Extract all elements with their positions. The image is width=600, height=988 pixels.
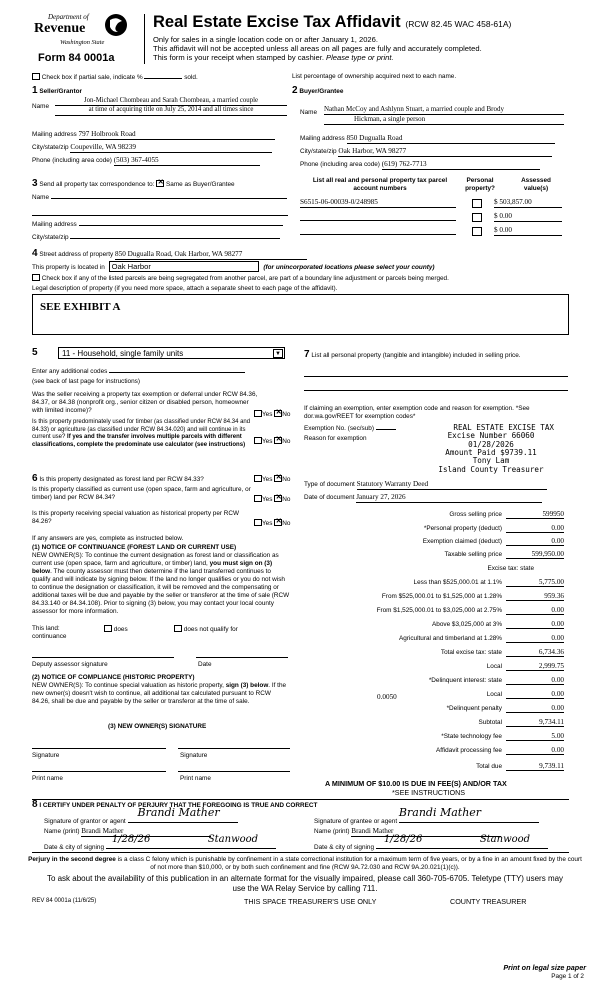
forest-yes-checkbox[interactable] [254,475,262,482]
deputy-signature-field[interactable] [32,657,174,658]
personal-property-checkbox[interactable] [472,213,482,222]
calc-value[interactable]: 9,734.11 [506,718,564,727]
new-owner-print-2[interactable] [178,771,290,772]
section3-mailing-field[interactable] [79,225,283,226]
does-not-option: does not qualify for [174,625,238,634]
buyer-phone-row: Phone (including area code) (619) 762-7713 [300,160,540,170]
parcels-col3-header: Assessed value(s) [521,177,551,192]
calc-label: *Delinquent penalty [446,705,502,712]
calc-value[interactable]: 0.00 [506,620,564,629]
section3-mailing-row: Mailing address [32,221,283,229]
calc-value[interactable]: 9,739.11 [506,762,564,771]
stamp-line5: Tony Lam [472,456,510,466]
historic-no-checkbox[interactable] [274,519,282,526]
calc-label: *State technology fee [441,733,502,740]
calc-label: Taxable selling price [444,551,502,558]
notice1-text: NEW OWNER(S): To continue the current designation as forest land or classification as current use (open space, farm and agriculture, or timber) land, you must sign on (3) below. The county assessor must then determine if the land transferred continues to qualify and will indicate by signing below. If the land no longer qualifies or you do not wish to continue the designation or classification, it will be removed and the compensating or additional taxes will be due and payable by the seller or transferor at the time of sale (RCW 84.33.140 or 84.34.108). Prior to signing (3) below, you may contact your local county assessor for more information. [32,552,290,615]
calc-value[interactable]: 0.00 [506,746,564,755]
header-divider [144,14,145,64]
continuance-label: continuance [32,633,67,640]
buyer-name-line2: Hickman, a single person [324,115,564,125]
grantor-signature-row: Signature of grantor or agent Brandi Mather [44,814,238,826]
new-owner-signature-1[interactable] [32,748,166,749]
assessed-value-field[interactable]: $ 503,857.00 [494,198,562,208]
parcel-row [300,226,570,237]
does-option: does [104,625,128,634]
additional-codes-row: Enter any additional codes [32,368,245,376]
buyer-city-field[interactable]: Oak Harbor, WA 98277 [338,147,552,157]
partial-sale-label-b: sold. [184,74,198,81]
parcel-row [300,198,570,209]
grantee-signature-row: Signature of grantee or agent Brandi Mather [314,814,539,826]
calc-value[interactable]: 0.00 [506,537,564,546]
dept-line1: Department of [48,13,89,21]
notice3-title: (3) NEW OWNER(S) SIGNATURE [108,723,207,730]
page-number: Page 1 of 2 [551,973,584,980]
notice2-title: (2) NOTICE OF COMPLIANCE (HISTORIC PROPERTY) [32,674,195,681]
calc-label: *Personal property (deduct) [423,525,502,532]
buyer-name-label: Name [300,109,318,116]
signature-label-2: Signature [180,752,208,759]
stamp-line4: Amount Paid $9739.11 [445,448,537,458]
calc-value[interactable]: 599,950.00 [506,550,564,559]
calc-label: Excise tax: state [487,565,534,572]
timber-question: Is this property predominately used for timber (as classified under RCW 84.34 and 84.33) or agriculture (as classified under RCW 84.34.020) and will continue in its current use? If yes and the transfer involves multiple parcels with different classifications, complete the predominate use calculator (see instructions) [32,419,251,448]
current-use-question: Is this property classified as current use (open space, farm and agriculture, or timber) land per RCW 84.34? [32,486,251,501]
calc-value[interactable]: 6,734.36 [506,648,564,657]
calc-value[interactable]: 959.36 [506,592,564,601]
wa-logo-icon [104,13,128,37]
calc-label: *Delinquent interest: state [428,677,502,684]
historic-question: Is this property receiving special valuation as historical property per RCW 84.26? [32,510,240,525]
parcels-col1-header: List all real and personal property tax parcel account numbers [312,177,448,192]
current-use-yes-no: Yes ✕ No [254,495,290,504]
section5-row: 5 [32,347,38,358]
partial-sale-percent[interactable] [144,78,182,79]
calc-label: Exemption claimed (deduct) [422,538,502,545]
calc-value[interactable]: 0.00 [506,524,564,533]
seller-name-field[interactable] [55,97,287,116]
seller-heading: 1 Seller/Grantor [32,85,82,96]
grantor-city: Stanwood [207,834,259,845]
section3-name-row: Name [32,194,287,202]
certify-line: 8 I CERTIFY UNDER PENALTY OF PERJURY THAT THE FOREGOING IS TRUE AND CORRECT [32,799,318,810]
new-owner-signature-2[interactable] [178,748,290,749]
deputy-date-field[interactable] [196,657,288,658]
header-note2: This affidavit will not be accepted unless all areas on all pages are fully and accurately completed. [153,44,482,53]
historic-yes-no: Yes ✕ No [254,519,290,528]
current-use-yes-checkbox[interactable] [254,495,262,502]
calc-label: Affidavit processing fee [436,747,502,754]
calc-value[interactable]: 0.00 [506,676,564,685]
buyer-name-field[interactable] [324,105,564,125]
calc-value[interactable]: 0.00 [506,704,564,713]
deputy-date-label: Date [198,661,212,668]
buyer-phone-field[interactable]: (619) 762-7713 [382,160,540,170]
stamp-line3: 01/28/2026 [468,439,514,449]
form-title: Real Estate Excise Tax Affidavit [153,13,401,31]
notice2-text: NEW OWNER(S): To continue special valuation as historic property, sign (3) below. If the new owner(s) doesn't wish to continue, all additional tax calculated pursuant to RCW 84.26, shall be due and payable by the seller or transferor at the time of sale. [32,682,287,705]
dept-line2: Revenue [34,21,86,36]
exemption-yes-no: Yes ✕ No [254,410,290,419]
section7-label: 7 List all personal property (tangible and intangible) included in selling price. [304,349,521,360]
located-in-row: This property is located in Oak Harbor (for unincorporated locations please select your county) [32,262,435,271]
local-rate: 0.0050 [377,693,397,701]
chevron-down-icon: ▼ [273,349,283,358]
exemption-no-row: Exemption No. (sec/sub) [304,425,396,433]
partial-sale-row [32,73,198,82]
assessed-value-field[interactable]: $ 0.00 [494,226,562,236]
personal-property-checkbox[interactable] [472,227,482,236]
grantor-name-field[interactable]: Brandi Mather [81,827,211,837]
calc-label: Total excise tax: state [440,649,502,656]
form-title-row [153,12,511,33]
buyer-city-row: City/state/zip Oak Harbor, WA 98277 [300,147,552,157]
section3-city-field[interactable] [70,238,280,239]
header-note1: Only for sales in a single location code on or after January 1, 2026. [153,35,378,44]
grantee-date: 1/28/26 [383,834,423,845]
calc-label: Local [486,663,502,670]
print-name-label-1: Print name [32,775,63,782]
county-treasurer: COUNTY TREASURER [450,897,527,906]
personal-property-field-1[interactable] [304,376,568,377]
assessed-value-field[interactable]: $ 0.00 [494,212,562,222]
seller-city-field[interactable]: Coupeville, WA 98239 [70,143,272,153]
form-rcw: (RCW 82.45 WAC 458-61A) [405,19,512,29]
timber-yes-checkbox[interactable] [254,437,262,444]
parcels-col2-header: Personal property? [465,177,495,192]
calc-label: Subtotal [478,719,502,726]
calc-label: Agricultural and timberland at 1.28% [398,635,502,642]
forest-no-checkbox[interactable] [274,475,282,482]
stamp-line2: Excise Number 66060 [447,431,535,441]
grantee-date-row: Date & city of signing 1/28/26 Stanwood [314,840,548,852]
segregated-row: Check box if any of the listed parcels are being segregated from another parcel, are part of a boundary line adjustment or parcels being merged. [32,274,449,283]
grantee-name-field[interactable]: Brandi Mather [351,827,501,837]
print-name-label-2: Print name [180,775,211,782]
calc-value[interactable]: 5,775.00 [506,578,564,587]
section3-name-field[interactable] [51,198,287,199]
seller-city-row: City/state/zip Coupeville, WA 98239 [32,143,272,153]
buyer-heading: 2 Buyer/Grantee [292,85,344,96]
calc-label: Total due [476,763,502,770]
current-use-no-checkbox[interactable] [274,495,282,502]
forest-yes-no: Yes ✕ No [254,475,290,484]
use-code-select[interactable]: 11 - Household, single family units ▼ [58,347,285,359]
personal-property-checkbox[interactable] [472,199,482,208]
doc-date-row: Date of document January 27, 2026 [304,493,542,503]
buyer-mailing-row: Mailing address 850 Dugualla Road [300,134,555,144]
segregated-checkbox[interactable] [32,274,40,281]
dor-logo [30,13,134,53]
grantee-signature-field[interactable] [398,806,539,823]
calc-value[interactable]: 5.00 [506,732,564,741]
calc-value[interactable]: 599950 [506,510,564,519]
seller-name-label: Name [32,103,50,110]
doc-type-row: Type of document Statutory Warranty Deed [304,480,547,490]
calc-label: Local [486,691,502,698]
parcel-number-field[interactable]: S6515-06-00039-0/248985 [300,198,456,208]
partial-sale-label-a: Check box if partial sale, indicate % [41,74,143,81]
calc-value[interactable]: 0.00 [506,690,564,699]
seller-mailing-field[interactable]: 797 Holbrook Road [79,130,275,140]
dept-line3: Washington State [60,39,105,46]
legal-desc-label: Legal description of property (if you need more space, attach a separate sheet to each page of the affidavit). [32,285,338,292]
exemption-question: Was the seller receiving a property tax exemption or deferral under RCW 84.36, 84.37, or 84.38 (nonprofit org., senior citizen or disabled person, homeowner with limited income)? [32,391,258,414]
calc-label: Gross selling price [449,511,502,518]
signature-label-1: Signature [32,752,60,759]
treasurer-use: THIS SPACE TREASURER'S USE ONLY [244,897,377,906]
legal-description-field[interactable] [32,294,569,335]
location-select[interactable]: Oak Harbor [109,261,259,272]
does-not-checkbox[interactable] [174,625,182,632]
historic-yes-checkbox[interactable] [254,519,262,526]
calc-value[interactable]: 2,999.75 [506,662,564,671]
see-back-note: (see back of last page for instructions) [32,378,140,385]
section3-city-row: City/state/zip [32,234,280,242]
forest-question: 6 Is this property designated as forest land per RCW 84.33? [32,473,204,484]
street-address-row: 4 Street address of property 850 Dugualla Road, Oak Harbor, WA 98277 [32,248,307,261]
calc-label: Less than $525,000.01 at 1.1% [413,579,502,586]
grantor-signature: Brandi Mather [137,806,220,819]
timber-yes-no: Yes ✕ No [254,437,290,446]
if-yes-note: If any answers are yes, complete as instructed below. [32,535,184,542]
seller-mailing-row: Mailing address 797 Holbrook Road [32,130,275,140]
header-note3-b: Please type or print. [326,53,394,62]
grantor-signature-field[interactable] [128,806,238,823]
parcel-number-field[interactable] [300,226,456,235]
treasurer-stamp [416,424,566,474]
doc-date-field[interactable]: January 27, 2026 [356,493,542,503]
reason-label: Reason for exemption [304,435,367,442]
form-number: Form 84 0001a [38,52,115,64]
parcel-number-field[interactable] [300,212,456,221]
seller-name-line1: Jon-Michael Chombeau and Sarah Chombeau, a married couple [55,97,287,106]
calc-label: From $525,000.01 to $1,525,000 at 1.28% [381,593,502,600]
section3-row: 3 Send all property tax correspondence to: ✕ Same as Buyer/Grantee [32,178,235,191]
this-land-row: This land: [32,625,60,632]
legal-description-text: SEE EXHIBIT A [40,301,121,313]
deputy-signature-label: Deputy assessor signature [32,661,108,668]
perjury-note: Perjury in the second degree is a class C felony which is punishable by confinement in a state correctional institution for a maximum term of five years, or by a fine in an amount fixed by the court of not more than $10,000, or by both such confinement and fine (RCW 9A.72.030 and RCW 9A.20.021(1)(c)). [28,856,582,871]
calc-label: Above $3,025,000 at 3% [432,621,502,628]
seller-phone-field[interactable]: (503) 367-4055 [114,156,260,166]
stamp-line1: REAL ESTATE EXCISE TAX [453,423,554,432]
see-instructions: *SEE INSTRUCTIONS [392,788,466,797]
header-note3 [153,53,394,62]
same-as-buyer-checkbox[interactable] [156,180,164,187]
grantor-date-row: Date & city of signing 1/28/26 Stanwood [44,840,276,852]
rev-number: REV 84 0001a (11/6/25) [32,898,97,904]
buyer-name-line1: Nathan McCoy and Ashlynn Stuart, a married couple and Brody [324,105,564,115]
parcel-row [300,212,570,223]
personal-property-field-2[interactable] [304,390,568,391]
alt-format-note: To ask about the availability of this publication in an alternate format for the visually impaired, please call 360-705-6705. Teletype (TTY) users may use the WA Relay Service by calling 711. [46,874,564,893]
header-note3-a: This form is your receipt when stamped by cashier. [153,53,327,62]
street-address-field[interactable]: 850 Dugualla Road, Oak Harbor, WA 98277 [115,250,307,260]
does-checkbox[interactable] [104,625,112,632]
new-owner-print-1[interactable] [32,771,166,772]
stamp-line6: Island County Treasurer [438,464,544,474]
exemption-yes-checkbox[interactable] [254,410,262,417]
section3-name-line2[interactable] [32,215,288,216]
buyer-mailing-field[interactable]: 850 Dugualla Road [347,134,555,144]
partial-sale-checkbox[interactable] [32,73,40,80]
timber-no-checkbox[interactable] [274,437,282,444]
calc-value[interactable]: 0.00 [506,634,564,643]
ownership-note: List percentage of ownership acquired next to each name. [292,73,457,80]
calc-label: From $1,525,000.01 to $3,025,000 at 2.75% [376,607,502,614]
minimum-due-note: A MINIMUM OF $10.00 IS DUE IN FEE(S) AND/OR TAX [325,779,507,788]
calc-value[interactable]: 0.00 [506,606,564,615]
grantee-signature: Brandi Mather [398,806,482,819]
grantee-city: Stanwood [479,834,531,845]
grantor-date: 1/28/26 [111,834,151,845]
grantee-name-row: Name (print) Brandi Mather [314,827,501,837]
grantor-name-row: Name (print) Brandi Mather [44,827,211,837]
exemption-no-field[interactable] [376,429,396,430]
exemption-note: If claiming an exemption, enter exemption code and reason for exemption. *See dor.wa.gov/REET for exemption codes* [304,405,530,420]
doc-type-field[interactable]: Statutory Warranty Deed [357,480,547,490]
legal-size-note: Print on legal size paper [503,963,586,972]
notice1-title: (1) NOTICE OF CONTINUANCE (FOREST LAND OR CURRENT USE) [32,544,237,551]
seller-phone-row: Phone (including area code) (503) 367-4055 [32,156,260,166]
exemption-no-checkbox[interactable] [274,410,282,417]
seller-name-line2: at time of acquiring title on July 25, 2014 and all times since [55,106,287,115]
additional-codes-field[interactable] [109,372,245,373]
